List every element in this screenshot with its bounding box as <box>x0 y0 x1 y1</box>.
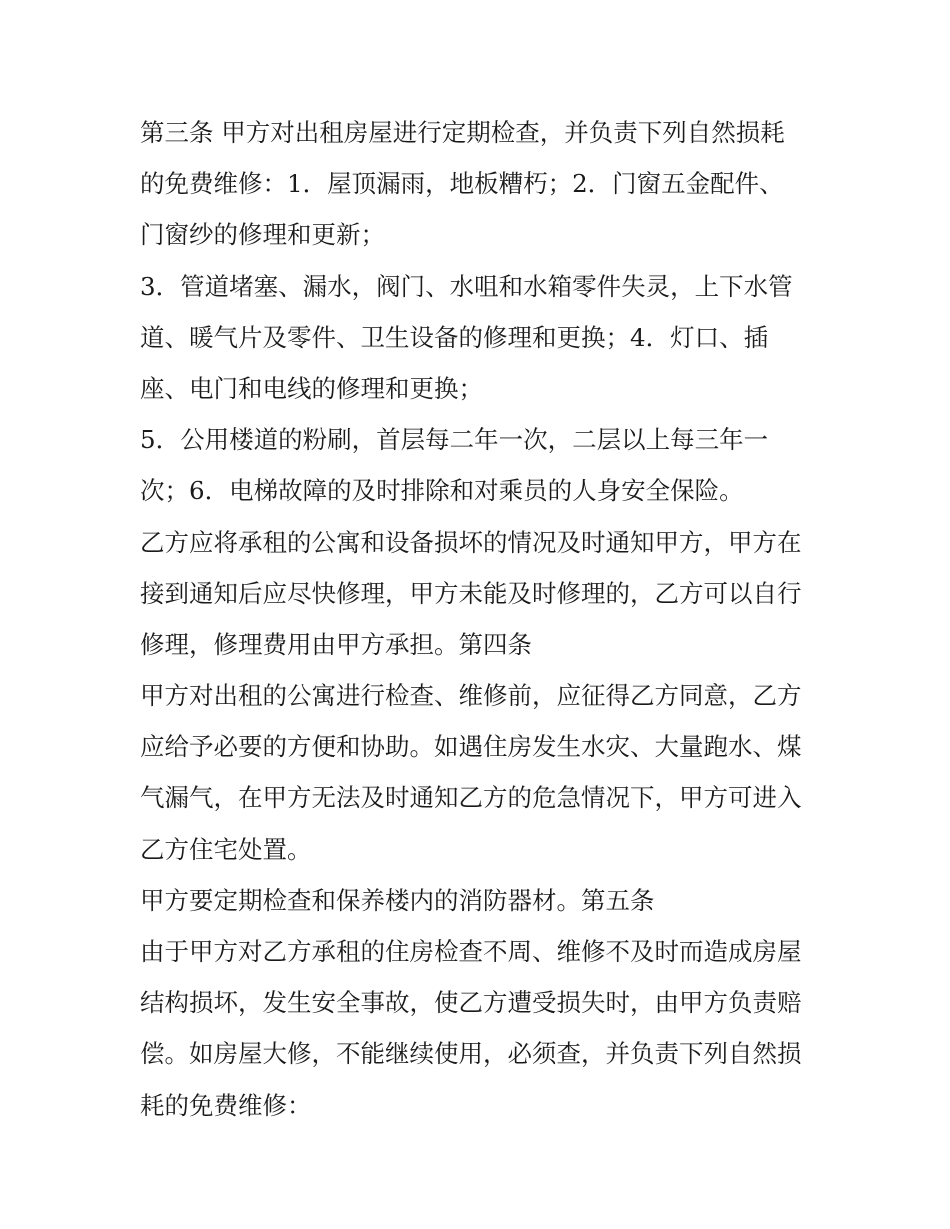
text-line: 应给予必要的方便和协助。如遇住房发生水灾、大量跑水、煤 <box>140 732 802 762</box>
text-line: 由于甲方对乙方承租的住房检查不周、维修不及时而造成房屋 <box>140 937 802 966</box>
text-line: 5．公用楼道的粉刷，首层每二年一次，二层以上每三年一 <box>140 425 769 455</box>
text-line: 气漏气，在甲方无法及时通知乙方的危急情况下，甲方可进入 <box>140 783 802 813</box>
text-line: 修理，修理费用由甲方承担。第四条 <box>140 629 532 659</box>
text-line: 偿。如房屋大修，不能继续使用，必须查，并负责下列自然损 <box>140 1039 802 1069</box>
text-line: 的免费维修：1．屋顶漏雨，地板糟朽；2．门窗五金配件、 <box>140 169 784 199</box>
text-line: 3．管道堵塞、漏水，阀门、水咀和水箱零件失灵，上下水管 <box>140 271 793 301</box>
text-line: 次；6．电梯故障的及时排除和对乘员的人身安全保险。 <box>140 476 744 506</box>
text-line: 乙方应将承租的公寓和设备损坏的情况及时通知甲方，甲方在 <box>140 527 802 557</box>
text-line: 耗的免费维修： <box>140 1090 312 1120</box>
text-line: 甲方对出租的公寓进行检查、维修前，应征得乙方同意，乙方 <box>140 681 802 711</box>
text-line: 结构损坏，发生安全事故，使乙方遭受损失时，由甲方负责赔 <box>140 988 802 1018</box>
text-line: 接到通知后应尽快修理，甲方未能及时修理的，乙方可以自行 <box>140 578 802 608</box>
document-body <box>140 107 830 1131</box>
text-line: 甲方要定期检查和保养楼内的消防器材。第五条 <box>140 885 655 915</box>
text-line: 道、暖气片及零件、卫生设备的修理和更换；4．灯口、插 <box>140 322 769 352</box>
text-line: 第三条 甲方对出租房屋进行定期检查，并负责下列自然损耗 <box>140 118 785 147</box>
text-line: 座、电门和电线的修理和更换； <box>140 373 483 403</box>
text-line: 乙方住宅处置。 <box>140 834 312 864</box>
text-line: 门窗纱的修理和更新； <box>140 220 385 250</box>
